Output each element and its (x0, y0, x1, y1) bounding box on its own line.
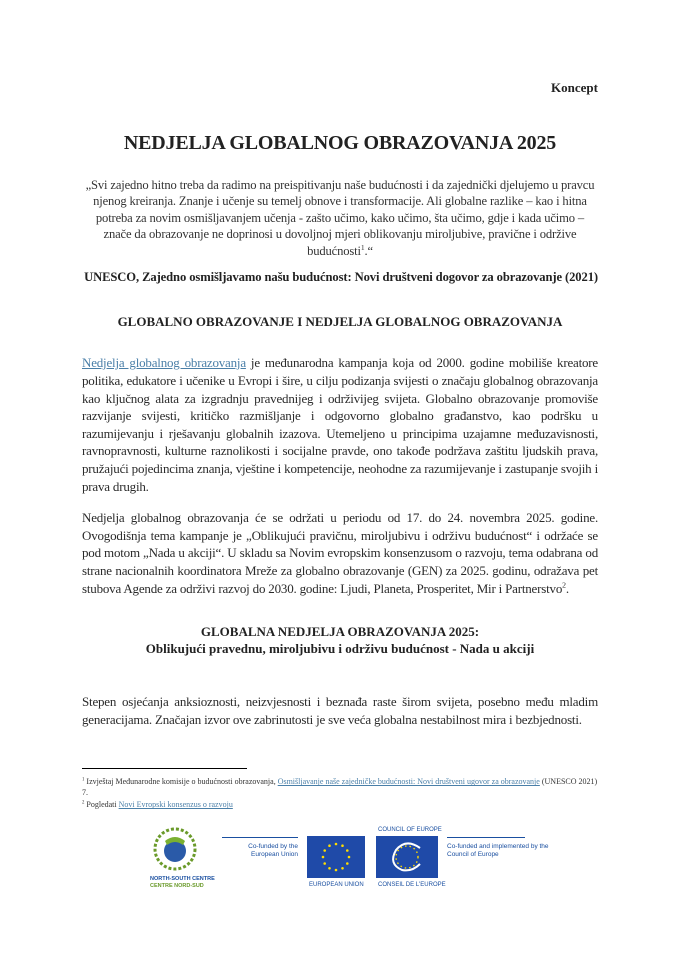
footnote-text: Pogledati (86, 800, 119, 810)
coe-caption: CONSEIL DE L'EUROPE (378, 881, 446, 888)
coe-divider (447, 837, 525, 838)
gew-link[interactable]: Nedjelja globalnog obrazovanja (82, 355, 246, 371)
coe-title: COUNCIL OF EUROPE (378, 826, 442, 833)
epigraph-quote (82, 177, 598, 259)
partner-logos (145, 825, 565, 897)
eu-stars-icon (307, 836, 365, 878)
paragraph-end: . (565, 580, 569, 596)
footnote-text: Izvještaj Međunarodne komisije o budućnosti obrazovanja, (86, 777, 278, 787)
paragraph-dates (82, 509, 598, 597)
coe-flag (376, 836, 438, 878)
footnote-2 (82, 800, 598, 811)
quote-text: „Svi zajedno hitno treba da radimo na preispitivanju naše budućnosti i da zajednički djelujemo u pravcu njenog kreiranja. Znanje i učenje su temelj obnove i transformacije. Ali globalne razlike – kao i hitna potreba za novim osmišljavanjem učenja - zašto učimo, kako učimo, šta učimo, gdje i kada učimo – znače da obrazovanje ne doprinosi u dovoljnoj mjeri oblikovanju miroljubive, pravične i održive budućnosti (85, 178, 595, 258)
eu-caption: EUROPEAN UNION (309, 881, 364, 888)
paragraph-text: Nedjelja globalnog obrazovanja će se održati u periodu od 17. do 24. novembra 2025. godine. Ovogodišnja tema kampanje je „Oblikujući pravičnu, miroljubivu i održivu budućnost“ i održaće se pod motom „Nada u akciji“. U skladu sa Novim evropskim konsenzusom o razvoju, tema odabrana od strane nacionalnih koordinatora Mreže za globalno obrazovanje (GEN) za 2025. godinu, odražava pet stubova Agende za održivi razvoj do 2030. godine: Ljudi, Planeta, Prosperitet, Mir i Partnerstvo (82, 510, 598, 596)
footnote-1 (82, 777, 598, 798)
footnote-ref-2[interactable]: 2 (562, 580, 566, 590)
footnote-text-after: (UNESCO 2021) 7. (82, 777, 598, 797)
eu-cofunded-text: Co-funded by the European Union (248, 842, 298, 858)
footnote-ref-1[interactable]: 1 (360, 242, 365, 252)
paragraph-text: je međunarodna kampanja koja od 2000. godine mobiliše kreatore politika, edukatore i učenike u Evropi i šire, u cilju podizanja svijesti o značaju globalnog obrazovanja kao ključnog alata za izgradnju pravednijeg i održivijeg svijeta. Globalno obrazovanje promoviše razvijanje svijesti, kritičko razmišljanje i odgovorno globalno građanstvo, kao podršku u razumijevanju i rješavanju globalnih izazova. Utemeljeno u principima uzajamne međuzavisnosti, ravnopravnosti, kulturne raznolikosti i socijalne pravde, ono takođe podržava zaštitu ljudskih prava, pružajući pojedincima znanja, vještine i kompetencije, neohodne za razumijevanje i zastupanje svojih i prava drugih. (82, 355, 598, 494)
paragraph-context: Stepen osjećanja anksioznosti, neizvjesnosti i beznađa raste širom svijeta, posebno među mladim generacijama. Značajan izvor ove zabrinutosti je sve veća globalna nestabilnost mira i bezbjednosti. (82, 694, 598, 727)
globe-icon (153, 827, 197, 871)
coe-cofunded-text: Co-funded and implemented by the Council of Europe (447, 842, 549, 858)
eu-flag (307, 836, 365, 878)
footnote-number: 1 (82, 777, 85, 783)
footnote-link[interactable]: Novi Evropski konsenzus o razvoju (118, 800, 233, 810)
north-south-centre-logo (150, 827, 215, 890)
heading-line-2: Oblikujući pravednu, miroljubivu i održivu budućnost - Nada u akciji (145, 641, 535, 657)
section-heading-2 (82, 623, 598, 657)
coe-logo-icon (376, 836, 438, 878)
footnote-link[interactable]: Osmišljavanje naše zajedničke budućnosti: Novi društveni ugovor za obrazovanje (277, 777, 540, 787)
quote-citation: UNESCO, Zajedno osmišljavamo našu budućnost: Novi društveni dogovor za obrazovanje (2021) (84, 270, 598, 285)
paragraph-intro (82, 354, 598, 495)
footnote-divider (82, 768, 247, 769)
quote-close: .“ (364, 243, 373, 258)
eu-divider (222, 837, 298, 838)
document-category: Koncept (551, 80, 598, 95)
section-heading-1: GLOBALNO OBRAZOVANJE I NEDJELJA GLOBALNOG OBRAZOVANJA (117, 314, 563, 330)
nsc-name-en: NORTH-SOUTH CENTRE (150, 875, 215, 882)
page-title: NEDJELJA GLOBALNOG OBRAZOVANJA 2025 (123, 132, 557, 154)
heading-line-1: GLOBALNA NEDJELJA OBRAZOVANJA 2025: (200, 624, 480, 640)
nsc-name-fr: CENTRE NORD-SUD (150, 882, 204, 889)
footnote-number: 2 (82, 800, 85, 806)
